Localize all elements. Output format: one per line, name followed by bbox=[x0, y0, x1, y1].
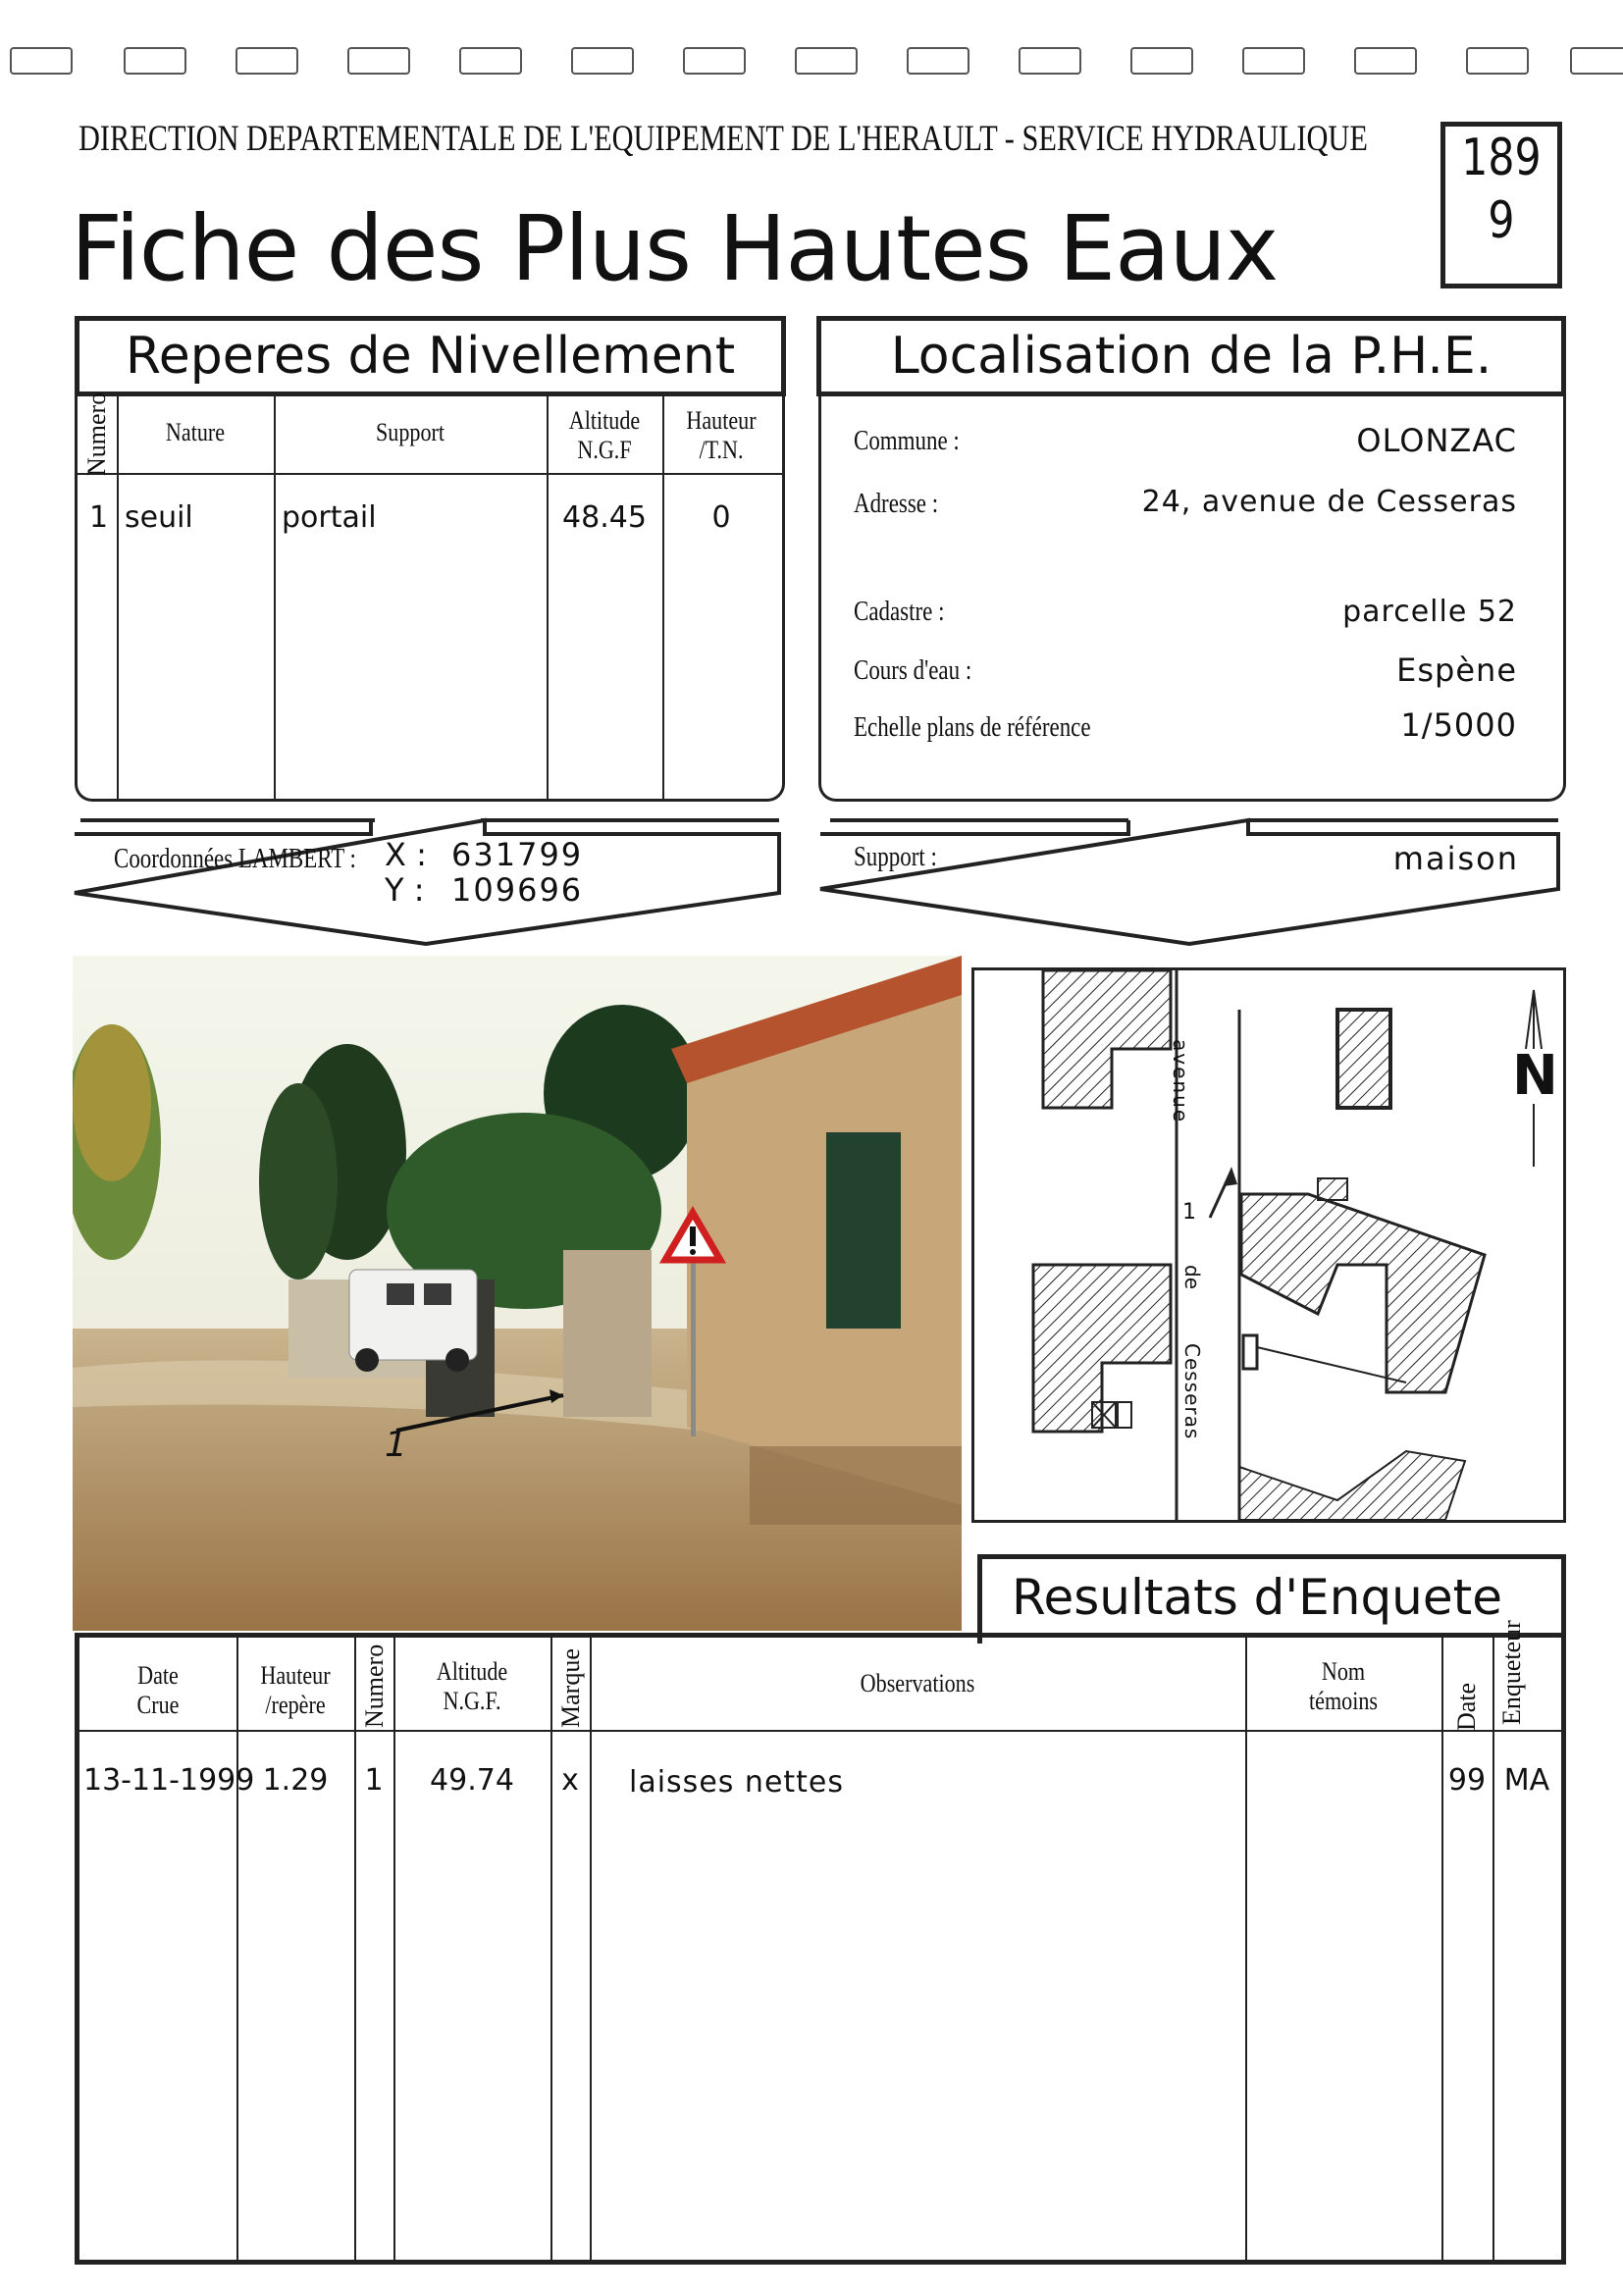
adresse-label: Adresse : bbox=[854, 489, 939, 519]
col-hauteur: Hauteur /T.N. bbox=[686, 406, 757, 464]
site-map bbox=[971, 967, 1566, 1523]
col-nature: Nature bbox=[165, 418, 226, 446]
col-date-crue: Date Crue bbox=[136, 1661, 180, 1719]
col-marque: Marque bbox=[556, 1648, 585, 1728]
lambert-y-value: 109696 bbox=[451, 871, 584, 909]
map-marker-label: 1 bbox=[1182, 1200, 1196, 1225]
col-altitude: Altitude N.G.F. bbox=[436, 1657, 508, 1715]
reperes-table: Numero Nature Support Altitude N.G.F Hauteur /T.N. 1 seuil portail 48.45 0 bbox=[75, 396, 785, 802]
commune-value: OLONZAC bbox=[1356, 422, 1517, 459]
organisation-header: DIRECTION DEPARTEMENTALE DE L'EQUIPEMENT DE L'HERAULT - SERVICE HYDRAULIQUE bbox=[79, 119, 1368, 159]
adresse-value: 24, avenue de Cesseras bbox=[1141, 485, 1517, 519]
sheet-id-top: 189 bbox=[1461, 129, 1542, 187]
resultats-title-box bbox=[977, 1554, 1566, 1644]
col-nom-temoins: Nom témoins bbox=[1309, 1657, 1378, 1715]
col-observations: Observations bbox=[860, 1669, 975, 1697]
cadastre-value: parcelle 52 bbox=[1342, 595, 1517, 629]
cours-value: Espène bbox=[1396, 652, 1517, 689]
localisation-title: Localisation de la P.H.E. bbox=[816, 316, 1566, 396]
map-street-label-2: de bbox=[1180, 1265, 1204, 1289]
sheet-id-box bbox=[1440, 122, 1562, 288]
lambert-arrow-box bbox=[69, 807, 791, 952]
col-enqueteur: Enqueteur bbox=[1497, 1620, 1526, 1725]
commune-label: Commune : bbox=[854, 426, 960, 456]
col-numero: Numero bbox=[360, 1644, 389, 1728]
support-value: maison bbox=[1392, 840, 1519, 877]
map-street-label-3: Cesseras bbox=[1180, 1343, 1204, 1440]
col-support: Support bbox=[376, 418, 445, 446]
support-label: Support : bbox=[854, 842, 937, 872]
binder-holes bbox=[0, 47, 1623, 75]
echelle-label: Echelle plans de référence bbox=[854, 712, 1091, 743]
resultats-title: Resultats d'Enquete bbox=[1012, 1569, 1502, 1626]
sheet-id-bottom: 9 bbox=[1488, 191, 1515, 250]
col-altitude: Altitude N.G.F bbox=[568, 406, 641, 464]
reperes-title: Reperes de Nivellement bbox=[75, 316, 786, 396]
support-arrow-box bbox=[812, 807, 1564, 952]
col-numero: Numero bbox=[82, 391, 111, 476]
map-street-label-1: avenue bbox=[1169, 1039, 1192, 1124]
col-hauteur-repere: Hauteur /repère bbox=[260, 1661, 331, 1719]
echelle-value: 1/5000 bbox=[1400, 706, 1517, 744]
cours-label: Cours d'eau : bbox=[854, 655, 972, 686]
page-title: Fiche des Plus Hautes Eaux bbox=[71, 196, 1279, 301]
lambert-y-label: Y : bbox=[385, 871, 425, 909]
col-date: Date bbox=[1452, 1682, 1481, 1731]
photo-marker: 1 bbox=[385, 1425, 407, 1465]
lambert-x-value: 631799 bbox=[451, 836, 584, 873]
site-photo bbox=[73, 956, 962, 1631]
cadastre-label: Cadastre : bbox=[854, 597, 945, 627]
north-arrow-icon: N bbox=[1512, 1044, 1558, 1108]
resultats-table: Date Crue Hauteur /repère Numero Altitude N.G.F. Marque Observations Nom témoins Date Enqueteur 13-11-1999 1.29 1 49.74 x laisses nettes 99 MA bbox=[75, 1633, 1566, 2265]
lambert-label: Coordonnées LAMBERT : bbox=[114, 844, 356, 874]
lambert-x-label: X : bbox=[385, 836, 427, 873]
